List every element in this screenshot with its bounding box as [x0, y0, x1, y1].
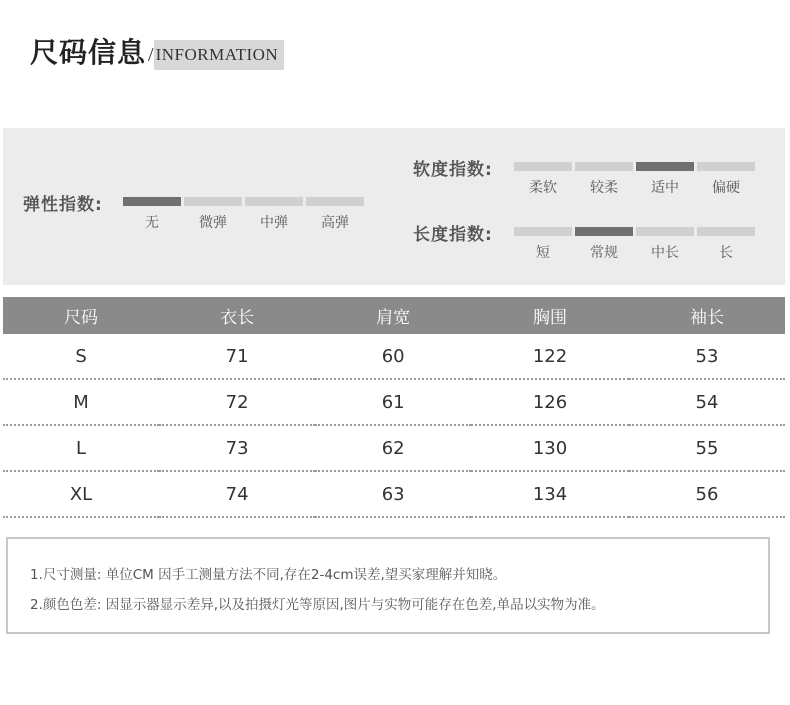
length-level: [514, 227, 572, 261]
sleeve-cell: 53: [629, 334, 785, 379]
table-row: [3, 379, 785, 425]
level-label: 高弹: [321, 215, 349, 231]
level-bar: [636, 162, 694, 171]
column-header: 袖长: [629, 297, 785, 334]
length-cell: 71: [159, 334, 315, 379]
column-header: 肩宽: [315, 297, 471, 334]
level-bar: [697, 162, 755, 171]
chest-cell: 134: [471, 471, 629, 517]
level-bar: [123, 197, 181, 206]
chest-cell: 122: [471, 334, 629, 379]
size-cell: L: [3, 425, 159, 471]
index-panel: [3, 128, 785, 285]
level-label: 中弹: [260, 215, 288, 231]
shoulder-cell: 61: [315, 379, 471, 425]
level-bar: [636, 227, 694, 236]
level-label: 短: [536, 245, 550, 261]
level-label: 偏硬: [712, 180, 740, 196]
level-label: 较柔: [590, 180, 618, 196]
level-label: 柔软: [529, 180, 557, 196]
elasticity-level: [306, 197, 364, 231]
sleeve-cell: 56: [629, 471, 785, 517]
notes-box: [6, 537, 770, 634]
level-bar: [575, 162, 633, 171]
elasticity-scale: [123, 197, 367, 231]
column-header: 胸围: [471, 297, 629, 334]
page-title: [30, 36, 284, 70]
level-bar: [514, 162, 572, 171]
sleeve-cell: 54: [629, 379, 785, 425]
length-label: 长度指数:: [413, 225, 493, 245]
size-cell: M: [3, 379, 159, 425]
note-measurement: 1.尺寸测量: 单位CM 因手工测量方法不同,存在2-4cm误差,望买家理解并知晓。: [30, 567, 507, 583]
softness-level: [514, 162, 572, 196]
elasticity-level: [184, 197, 242, 231]
level-label: 无: [145, 215, 159, 231]
title-english: INFORMATION: [154, 40, 285, 70]
length-level: [697, 227, 755, 261]
elasticity-level: [245, 197, 303, 231]
level-label: 微弹: [199, 215, 227, 231]
note-color: 2.颜色色差: 因显示器显示差异,以及拍摄灯光等原因,图片与实物可能存在色差,单品以实物为准。: [30, 597, 605, 613]
chest-cell: 126: [471, 379, 629, 425]
softness-level: [636, 162, 694, 196]
softness-level: [575, 162, 633, 196]
column-header: 尺码: [3, 297, 159, 334]
level-label: 中长: [651, 245, 679, 261]
softness-level: [697, 162, 755, 196]
title-chinese: 尺码信息: [30, 36, 147, 69]
table-header-row: [3, 297, 785, 334]
elasticity-label: 弹性指数:: [23, 195, 103, 215]
length-level: [636, 227, 694, 261]
level-bar: [306, 197, 364, 206]
length-cell: 73: [159, 425, 315, 471]
level-bar: [245, 197, 303, 206]
level-bar: [575, 227, 633, 236]
level-label: 适中: [651, 180, 679, 196]
sleeve-cell: 55: [629, 425, 785, 471]
table-row: [3, 334, 785, 379]
shoulder-cell: 63: [315, 471, 471, 517]
level-label: 常规: [590, 245, 618, 261]
length-scale: [514, 227, 758, 261]
size-cell: XL: [3, 471, 159, 517]
title-separator: /: [148, 44, 154, 66]
size-table: [3, 297, 785, 518]
softness-label: 软度指数:: [413, 160, 493, 180]
chest-cell: 130: [471, 425, 629, 471]
length-cell: 74: [159, 471, 315, 517]
level-bar: [697, 227, 755, 236]
size-cell: S: [3, 334, 159, 379]
table-row: [3, 425, 785, 471]
column-header: 衣长: [159, 297, 315, 334]
level-bar: [514, 227, 572, 236]
level-bar: [184, 197, 242, 206]
length-cell: 72: [159, 379, 315, 425]
length-level: [575, 227, 633, 261]
shoulder-cell: 60: [315, 334, 471, 379]
level-label: 长: [719, 245, 733, 261]
elasticity-level: [123, 197, 181, 231]
shoulder-cell: 62: [315, 425, 471, 471]
softness-scale: [514, 162, 758, 196]
table-row: [3, 471, 785, 517]
